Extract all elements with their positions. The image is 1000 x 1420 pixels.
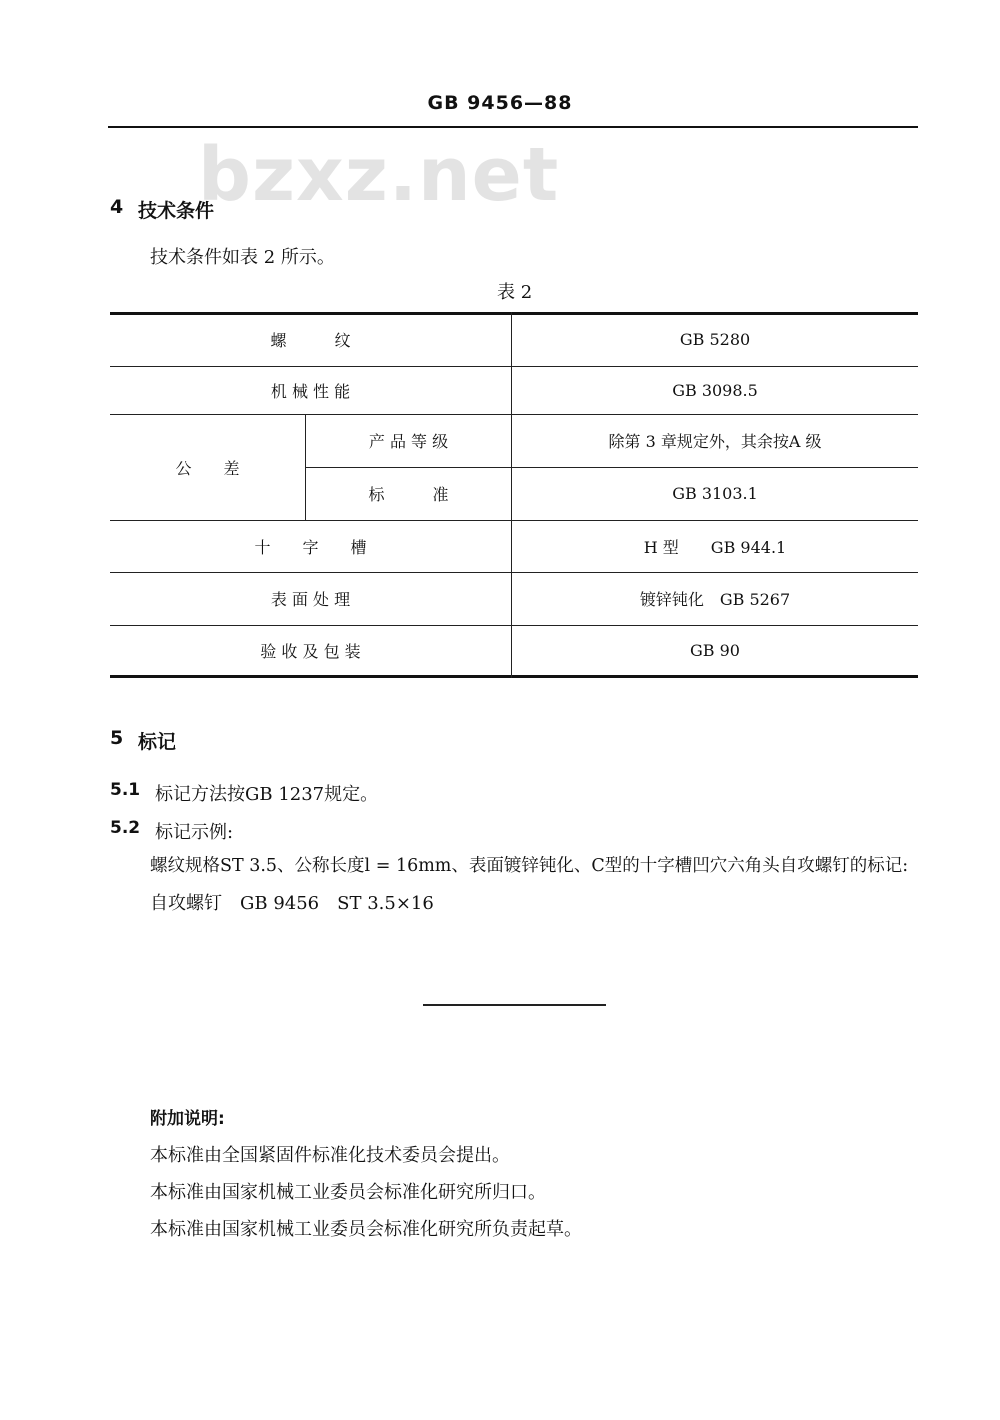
note-line: 本标准由全国紧固件标准化技术委员会提出。	[150, 1145, 510, 1166]
product-grade-label: 产 品 等 级	[368, 432, 449, 451]
cross-recess-label: 十 字 槽	[254, 537, 367, 557]
mechanical-properties-value: GB 3098.5	[672, 380, 758, 400]
document-code: GB 9456—88	[427, 92, 573, 114]
section-5-title: 标记	[138, 731, 177, 753]
tolerance-label: 公 差	[175, 458, 240, 478]
surface-treatment-label: 表 面 处 理	[270, 590, 351, 609]
header-rule	[108, 126, 918, 128]
table-rule	[110, 675, 918, 678]
additional-notes-title: 附加说明:	[150, 1109, 225, 1129]
section-5-number: 5	[110, 727, 124, 749]
product-grade-value: 除第 3 章规定外，其余按A 级	[608, 432, 822, 451]
tolerance-standard-value: GB 3103.1	[672, 484, 758, 503]
section-5-1-text: 标记方法按GB 1237规定。	[155, 784, 379, 805]
section-4-intro: 技术条件如表 2 所示。	[150, 247, 335, 268]
section-4-title: 技术条件	[138, 200, 215, 222]
section-5-1-number: 5.1	[110, 780, 141, 800]
note-line: 本标准由国家机械工业委员会标准化研究所负责起草。	[150, 1219, 582, 1240]
watermark: bzxz.net	[198, 132, 560, 218]
cross-recess-value: H 型 GB 944.1	[643, 537, 787, 557]
end-rule	[423, 1004, 606, 1006]
mechanical-properties-label: 机 械 性 能	[270, 381, 351, 401]
tolerance-standard-label: 标 准	[368, 485, 449, 504]
acceptance-packaging-label: 验 收 及 包 装	[260, 641, 361, 661]
marking-example: 自攻螺钉 GB 9456 ST 3.5×16	[150, 893, 434, 914]
table-caption: 表 2	[497, 282, 533, 303]
marking-example-description: 螺纹规格ST 3.5、公称长度l = 16mm、表面镀锌钝化、C型的十字槽凹穴六角头自攻螺钉的标记:	[150, 856, 909, 876]
section-5-2-text: 标记示例:	[155, 822, 234, 843]
surface-treatment-value: 镀锌钝化 GB 5267	[639, 590, 791, 609]
thread-value: GB 5280	[679, 329, 751, 349]
technical-conditions-table	[110, 312, 918, 678]
section-5-2-number: 5.2	[110, 818, 141, 838]
acceptance-packaging-value: GB 90	[690, 640, 740, 660]
thread-label: 螺 纹	[270, 330, 351, 350]
note-line: 本标准由国家机械工业委员会标准化研究所归口。	[150, 1182, 546, 1203]
section-4-number: 4	[110, 196, 124, 218]
